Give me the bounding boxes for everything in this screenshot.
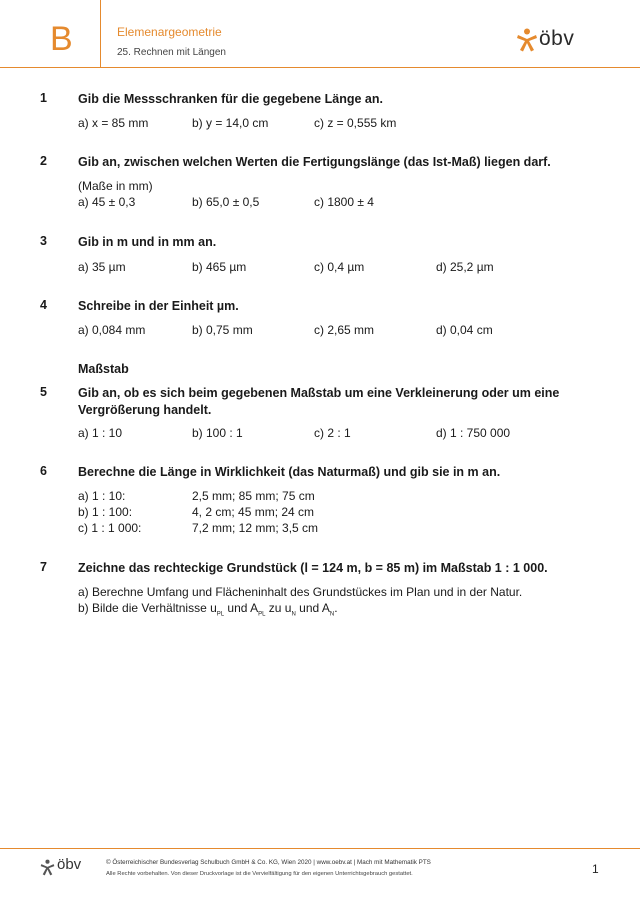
task-number: 5 (40, 385, 47, 399)
section-heading-massstab: Maßstab (78, 362, 129, 376)
task-number: 7 (40, 560, 47, 574)
header-divider (0, 67, 640, 68)
task-row-label: c) 1 : 1 000: (78, 521, 142, 535)
header-subtitle: 25. Rechnen mit Längen (117, 47, 226, 58)
task-question: Berechne die Länge in Wirklichkeit (das Naturmaß) und gib sie in m an. (78, 465, 501, 479)
task-item: c) z = 0,555 km (314, 116, 397, 130)
task-question: Gib an, ob es sich beim gegebenen Maßstab um eine Verkleinerung oder um eine Vergrößerung handelt. (78, 386, 560, 417)
task-row-value: 2,5 mm; 85 mm; 75 cm (192, 489, 315, 503)
task-number: 1 (40, 91, 47, 105)
logo-text: öbv (539, 27, 575, 50)
task-question: Schreibe in der Einheit µm. (78, 299, 239, 313)
obv-star-icon (516, 28, 538, 52)
footer-logo (40, 856, 100, 877)
task-item: c) 0,4 µm (314, 260, 365, 274)
task-row-value: 7,2 mm; 12 mm; 3,5 cm (192, 521, 319, 535)
task-row-value: 4, 2 cm; 45 mm; 24 cm (192, 505, 315, 519)
footer-rights: Alle Rechte vorbehalten. Von dieser Druckvorlage ist die Vervielfältigung für den eigenen Unterrichtsgebrauch gestattet. (106, 871, 413, 877)
footer-divider (0, 848, 640, 849)
obv-star-icon (40, 859, 55, 876)
task-item: a) 35 µm (78, 260, 126, 274)
task-item: c) 2 : 1 (314, 426, 351, 440)
task-item: d) 1 : 750 000 (436, 426, 511, 440)
task-item: a) 0,084 mm (78, 323, 146, 337)
task-item: d) 0,04 cm (436, 323, 493, 337)
task-item: a) 1 : 10 (78, 426, 123, 440)
header-title: Elemenargeometrie (117, 25, 222, 39)
task-subitem-a: a) Berechne Umfang und Flächeninhalt des Grundstückes im Plan und in der Natur. (78, 585, 523, 599)
task-item: b) 0,75 mm (192, 323, 253, 337)
footer-copyright: © Österreichischer Bundesverlag Schulbuch GmbH & Co. KG, Wien 2020 | www.oebv.at | Mach mit Mathematik PTS (106, 859, 431, 866)
obv-logo (516, 28, 596, 54)
task-row-label: a) 1 : 10: (78, 489, 126, 503)
task-subitem-b: b) Bilde die Verhältnisse $u_{PL}$ und $A_{PL}$ zu $u_N$ und $A_N$. (78, 601, 338, 618)
task-item: b) 465 µm (192, 260, 247, 274)
task-item: a) 45 ± 0,3 (78, 195, 136, 209)
task-question: Zeichne das rechteckige Grundstück (l = 124 m, b = 85 m) im Maßstab 1 : 1 000. (78, 561, 548, 575)
task-row-label: b) 1 : 100: (78, 505, 133, 519)
task-number: 6 (40, 464, 47, 478)
task-question: Gib an, zwischen welchen Werten die Fertigungslänge (das Ist-Maß) liegen darf. (78, 155, 551, 169)
task-item: c) 2,65 mm (314, 323, 375, 337)
task-item: d) 25,2 µm (436, 260, 494, 274)
header-divider-vertical (100, 0, 101, 67)
footer-logo-text: öbv (57, 856, 82, 873)
task-number: 2 (40, 154, 47, 168)
task-item: b) 65,0 ± 0,5 (192, 195, 260, 209)
task-item: a) x = 85 mm (78, 116, 149, 130)
task-item: b) y = 14,0 cm (192, 116, 269, 130)
task-number: 4 (40, 298, 47, 312)
task-number: 3 (40, 234, 47, 248)
task-question: Gib die Messschranken für die gegebene Länge an. (78, 92, 383, 106)
task-note: (Maße in mm) (78, 179, 153, 193)
task-question: Gib in m und in mm an. (78, 235, 217, 249)
page-number: 1 (592, 862, 599, 876)
task-item: c) 1800 ± 4 (314, 195, 374, 209)
task-item: b) 100 : 1 (192, 426, 243, 440)
section-letter: B (50, 20, 73, 58)
